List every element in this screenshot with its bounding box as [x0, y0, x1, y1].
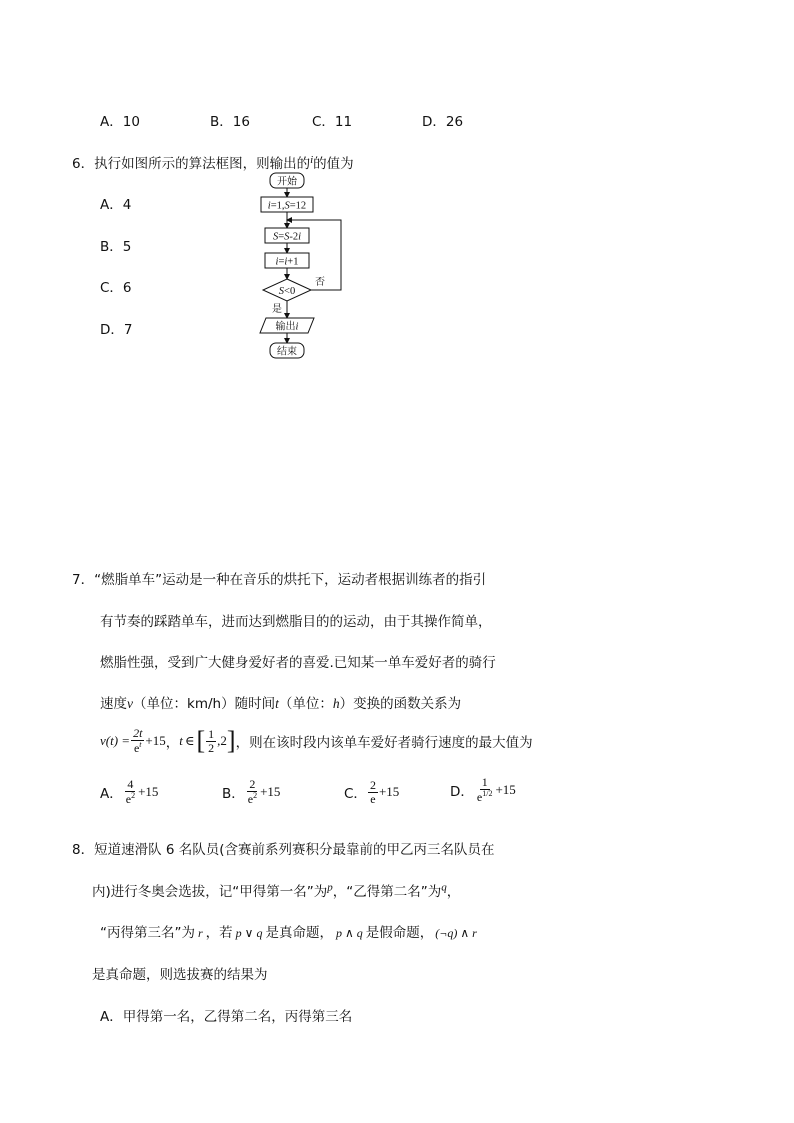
- q5-option-c: C．11: [312, 114, 353, 130]
- q6-var-i: i: [310, 154, 314, 166]
- q7-option-d: D． $\frac{1}{e^{1/2}}$ +15: [450, 775, 516, 804]
- q8-line3: “丙得第三名”为 r ，若 p ∨ q 是真命题， p ∧ q 是假命题， (¬q) ∧ r: [100, 925, 477, 941]
- flow-start-label: 开始: [277, 176, 297, 188]
- q7-formula-lhs: v(t) =: [100, 733, 131, 748]
- flow-output-label: 输出i: [275, 321, 299, 333]
- flow-end-label: 结束: [277, 346, 297, 358]
- q7-line2: 有节奏的踩踏单车，进而达到燃脂目的的运动，由于其操作简单，: [100, 614, 492, 630]
- flow-step1-label: S=S-2i: [272, 231, 302, 243]
- flow-step2-label: i=i+1: [275, 256, 299, 268]
- q8-line2: 内)进行冬奥会选拔，记“甲得第一名”为$^p$，“乙得第二名”为$^q$，: [92, 881, 461, 900]
- q7-option-c: C． $\frac{2}{e}$ +15: [344, 777, 400, 806]
- q7-line4: 速度v（单位：km/h）随时间t（单位：h）变换的函数关系为: [100, 696, 462, 712]
- flow-yes-label: 是: [272, 304, 282, 315]
- q7-line5-tail: ，则在该时段内该单车爱好者骑行速度的最大值为: [235, 735, 533, 751]
- q6-stem-text: 6．执行如图所示的算法框图，则输出的: [72, 156, 311, 172]
- q6-flowchart: [250, 170, 360, 365]
- q7-formula-line: v(t) = $\frac{2t}{e^t}$ +15 ， t ∈ [ $\frac{1}{2}$ ,2 ] ，则在该时段内该单车爱好者骑行速度的最大值为: [100, 726, 533, 755]
- q7-interval-frac: $\frac{1}{2}$: [208, 726, 215, 755]
- q6-option-c: C．6: [100, 280, 132, 296]
- q6-stem-end: 的值为: [313, 156, 354, 172]
- flow-decision-label: S<0: [278, 286, 296, 297]
- q7-option-b: B． $\frac{2}{e^2}$ +15: [222, 777, 281, 806]
- q8-line4: 是真命题，则选拔赛的结果为: [92, 967, 268, 983]
- q7-line1: 7．“燃脂单车”运动是一种在音乐的烘托下，运动者根据训练者的指引: [72, 572, 487, 588]
- q5-option-b: B．16: [210, 114, 250, 130]
- q6-option-a: A．4: [100, 197, 132, 213]
- q6-stem: [72, 152, 354, 172]
- q8-option-a: A．甲得第一名，乙得第二名，丙得第三名: [100, 1009, 353, 1025]
- q7-option-a: A． $\frac{4}{e^2}$ +15: [100, 777, 159, 806]
- flow-no-label: 否: [315, 277, 325, 288]
- q7-line3: 燃脂性强，受到广大健身爱好者的喜爱.已知某一单车爱好者的骑行: [100, 655, 496, 671]
- q5-option-a: A．10: [100, 114, 140, 130]
- q6-option-d: D．7: [100, 322, 133, 338]
- q8-line1: 8．短道速滑队 6 名队员(含赛前系列赛积分最靠前的甲乙丙三名队员在: [72, 842, 495, 858]
- q5-option-d: D．26: [422, 114, 464, 130]
- q6-option-b: B．5: [100, 239, 132, 255]
- q7-formula-frac: $\frac{2t}{e^t}$: [133, 726, 143, 755]
- flow-init-label: i=1,S=12: [267, 200, 307, 212]
